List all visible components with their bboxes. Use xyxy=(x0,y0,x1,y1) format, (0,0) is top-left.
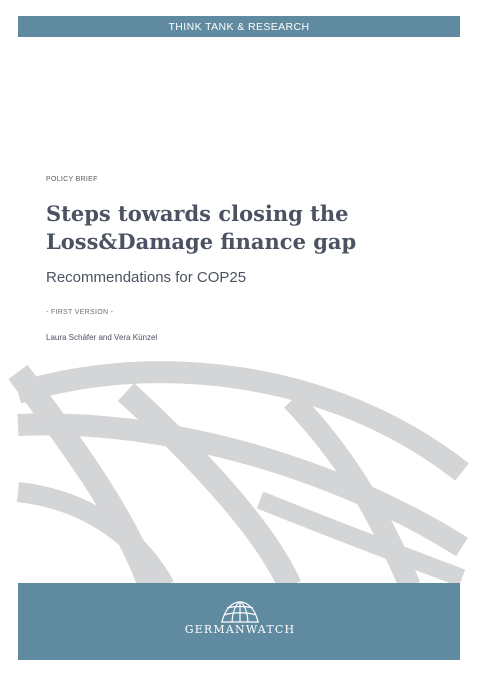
title-line-2: Loss&Damage finance gap xyxy=(46,229,357,254)
version-label: - FIRST VERSION - xyxy=(46,309,114,316)
publisher-logo: GERMANWATCH xyxy=(184,623,296,636)
top-banner xyxy=(18,16,460,37)
title-line-1: Steps towards closing the xyxy=(46,201,349,226)
document-title xyxy=(46,200,446,256)
document-subtitle: Recommendations for COP25 xyxy=(46,269,247,286)
document-type-label: POLICY BRIEF xyxy=(46,176,98,183)
authors: Laura Schäfer and Vera Künzel xyxy=(46,333,158,342)
banner-text: THINK TANK & RESEARCH xyxy=(168,20,310,33)
decorative-arcs xyxy=(0,360,480,590)
